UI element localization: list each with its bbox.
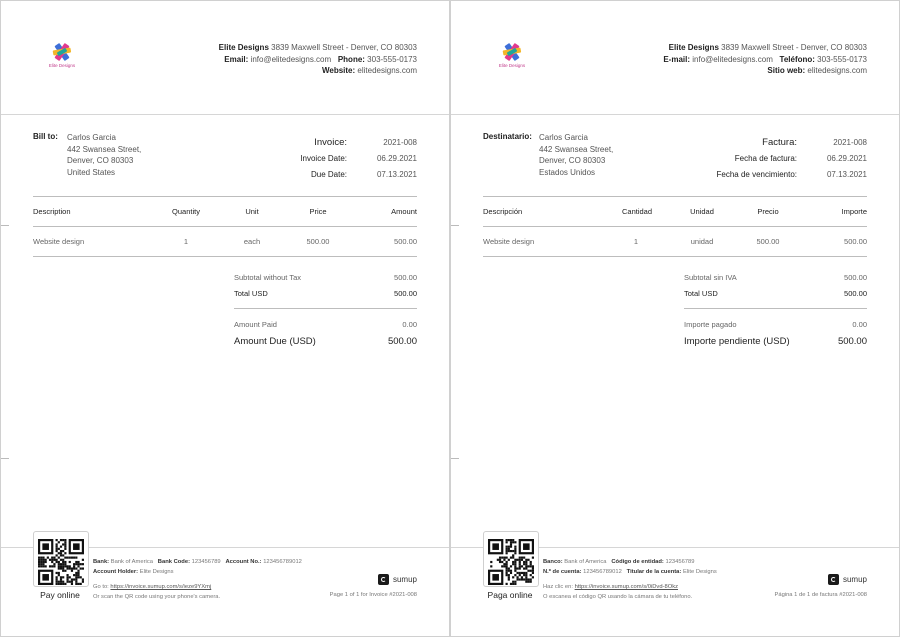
sumup-brand: sumup bbox=[842, 574, 867, 584]
customer-city: Denver, CO 80303 bbox=[539, 156, 606, 165]
pay-online-label[interactable]: Paga online bbox=[487, 590, 533, 600]
column-unit: Unidad bbox=[690, 207, 714, 216]
account-no-label: Account No.: bbox=[225, 559, 262, 565]
phone-label: Teléfono: bbox=[779, 54, 815, 64]
bill-to-label: Bill to: bbox=[33, 132, 58, 141]
sumup-icon bbox=[378, 574, 389, 585]
bank-details bbox=[93, 557, 302, 602]
company-address: 3839 Maxwell Street - Denver, CO 80303 bbox=[721, 43, 867, 52]
invoice-meta bbox=[187, 134, 417, 182]
customer-name: Carlos Garcia bbox=[67, 133, 116, 142]
customer-country: Estados Unidos bbox=[539, 167, 596, 177]
bank-name: Bank of America bbox=[564, 559, 607, 565]
amount-due-label: Amount Due (USD) bbox=[234, 335, 316, 347]
goto-label: Go to: bbox=[93, 584, 109, 590]
total-value: 500.00 bbox=[394, 288, 417, 298]
company-phone: 303-555-0173 bbox=[817, 54, 867, 64]
account-number: 123456789012 bbox=[583, 569, 622, 575]
fold-mark bbox=[1, 458, 9, 459]
invoice-number-label: Factura: bbox=[762, 136, 797, 148]
customer-street: 442 Swansea Street, bbox=[539, 144, 614, 154]
logo-mark-icon bbox=[45, 41, 79, 63]
scan-instruction: Or scan the QR code using your phone's camera. bbox=[93, 594, 221, 600]
table-header bbox=[33, 197, 417, 226]
sumup-icon bbox=[828, 574, 839, 585]
scan-instruction: O escanea el código QR usando la cámara de tu teléfono. bbox=[543, 594, 693, 600]
due-date-label: Due Date: bbox=[310, 169, 347, 179]
sumup-logo bbox=[378, 573, 417, 585]
payment-link[interactable]: https://invoice.sumup.com/s/0iDvd-8Okz bbox=[574, 584, 679, 590]
company-address: 3839 Maxwell Street - Denver, CO 80303 bbox=[271, 43, 417, 52]
email-label: Email: bbox=[224, 54, 249, 64]
customer-street: 442 Swansea Street, bbox=[67, 144, 142, 154]
logo-text: Elite Designs bbox=[48, 63, 76, 68]
fold-mark bbox=[1, 225, 9, 226]
amount-paid-value: 0.00 bbox=[852, 319, 867, 329]
subtotal-label: Subtotal without Tax bbox=[234, 272, 301, 282]
fold-mark bbox=[451, 458, 459, 459]
table-row bbox=[33, 227, 417, 256]
amount-paid-value: 0.00 bbox=[402, 319, 417, 329]
company-info bbox=[219, 42, 417, 77]
item-quantity: 1 bbox=[183, 237, 189, 246]
invoice-number: 2021-008 bbox=[833, 137, 867, 147]
company-website[interactable]: elitedesigns.com bbox=[357, 66, 417, 75]
item-unit: unidad bbox=[690, 237, 714, 246]
column-price: Price bbox=[309, 207, 327, 216]
company-email[interactable]: info@elitedesigns.com bbox=[250, 54, 332, 64]
invoice-date-label: Fecha de factura: bbox=[734, 153, 797, 163]
amount-due-label: Importe pendiente (USD) bbox=[684, 335, 790, 347]
email-label: E-mail: bbox=[663, 54, 691, 64]
website-label: Sitio web: bbox=[767, 66, 806, 75]
subtotal-value: 500.00 bbox=[844, 272, 867, 282]
company-name: Elite Designs bbox=[218, 43, 269, 52]
page-number: Page 1 of 1 for Invoice #2021-008 bbox=[329, 592, 417, 598]
column-quantity: Cantidad bbox=[622, 207, 653, 216]
account-holder-label: Account Holder: bbox=[93, 569, 139, 575]
bank-code-label: Bank Code: bbox=[157, 559, 191, 565]
column-quantity: Quantity bbox=[172, 207, 200, 216]
item-description: Website design bbox=[33, 237, 85, 246]
due-date-label: Fecha de vencimiento: bbox=[716, 169, 797, 179]
subtotal-label: Subtotal sin IVA bbox=[684, 272, 737, 282]
phone-label: Phone: bbox=[337, 54, 365, 64]
customer-name: Carlos Garcia bbox=[539, 133, 588, 142]
company-logo bbox=[45, 41, 85, 71]
bill-to-address bbox=[67, 132, 141, 178]
account-holder: Elite Designs bbox=[139, 569, 174, 575]
amount-paid-label: Amount Paid bbox=[234, 319, 277, 329]
payment-qr-code[interactable] bbox=[483, 531, 539, 587]
logo-text: Elite Designs bbox=[498, 63, 526, 68]
total-label: Total USD bbox=[234, 288, 268, 298]
sumup-brand: sumup bbox=[392, 574, 417, 584]
totals-block bbox=[234, 269, 417, 350]
item-amount: 500.00 bbox=[844, 237, 867, 246]
pay-online-label[interactable]: Pay online bbox=[40, 590, 80, 600]
invoice-date: 06.29.2021 bbox=[376, 153, 417, 163]
column-price: Precio bbox=[757, 207, 779, 216]
column-amount: Amount bbox=[391, 207, 417, 216]
invoice-number-label: Invoice: bbox=[314, 136, 347, 148]
sumup-logo bbox=[828, 573, 867, 585]
customer-city: Denver, CO 80303 bbox=[67, 156, 134, 165]
column-description: Description bbox=[33, 207, 71, 216]
fold-mark bbox=[451, 225, 459, 226]
column-amount: Importe bbox=[841, 207, 867, 216]
invoice-page-spanish bbox=[450, 0, 900, 637]
bank-code-label: Código de entidad: bbox=[611, 559, 664, 565]
line-items-table bbox=[483, 196, 867, 257]
goto-label: Haz clic en: bbox=[543, 584, 573, 590]
bank-name: Bank of America bbox=[110, 559, 153, 565]
account-no-label: N.º de cuenta: bbox=[543, 569, 582, 575]
company-name: Elite Designs bbox=[668, 43, 719, 52]
table-row bbox=[483, 227, 867, 256]
logo-mark-icon bbox=[495, 41, 529, 63]
column-unit: Unit bbox=[245, 207, 259, 216]
header-divider bbox=[451, 114, 899, 115]
bank-label: Banco: bbox=[543, 559, 563, 565]
due-date: 07.13.2021 bbox=[826, 169, 867, 179]
invoice-date-label: Invoice Date: bbox=[300, 153, 347, 163]
line-items-table bbox=[33, 196, 417, 257]
subtotal-value: 500.00 bbox=[394, 272, 417, 282]
payment-link[interactable]: https://invoice.sumup.com/s/ieze9YXmj bbox=[110, 584, 212, 590]
company-logo bbox=[495, 41, 535, 71]
account-holder-label: Titular de la cuenta: bbox=[626, 569, 682, 575]
customer-country: United States bbox=[67, 167, 116, 177]
bank-label: Bank: bbox=[93, 559, 110, 565]
invoice-date: 06.29.2021 bbox=[826, 153, 867, 163]
company-email[interactable]: info@elitedesigns.com bbox=[692, 54, 773, 64]
totals-block bbox=[684, 269, 867, 350]
total-label: Total USD bbox=[684, 288, 718, 298]
company-info bbox=[663, 42, 867, 77]
header-divider bbox=[1, 114, 449, 115]
bank-code: 123456789 bbox=[191, 559, 221, 565]
payment-qr-code[interactable] bbox=[33, 531, 89, 587]
invoice-number: 2021-008 bbox=[383, 137, 417, 147]
qr-code-icon bbox=[38, 539, 84, 585]
company-website[interactable]: elitedesigns.com bbox=[807, 66, 867, 75]
bill-to-label: Destinatario: bbox=[483, 132, 532, 141]
column-description: Descripción bbox=[483, 207, 523, 216]
page-number: Página 1 de 1 de factura #2021-008 bbox=[774, 592, 867, 598]
bill-to-address bbox=[539, 132, 613, 178]
due-date: 07.13.2021 bbox=[376, 169, 417, 179]
item-quantity: 1 bbox=[633, 237, 639, 246]
table-header bbox=[483, 197, 867, 226]
company-phone: 303-555-0173 bbox=[367, 54, 417, 64]
bank-code: 123456789 bbox=[665, 559, 695, 565]
item-description: Website design bbox=[483, 237, 535, 246]
qr-code-icon bbox=[488, 539, 534, 585]
item-amount: 500.00 bbox=[394, 237, 417, 246]
invoice-meta bbox=[637, 134, 867, 182]
item-unit: each bbox=[243, 237, 261, 246]
bank-details bbox=[543, 557, 717, 602]
item-price: 500.00 bbox=[756, 237, 780, 246]
amount-due-value: 500.00 bbox=[387, 335, 417, 347]
amount-paid-label: Importe pagado bbox=[684, 319, 737, 329]
website-label: Website: bbox=[321, 66, 356, 75]
amount-due-value: 500.00 bbox=[837, 335, 867, 347]
item-price: 500.00 bbox=[306, 237, 330, 246]
account-holder: Elite Designs bbox=[682, 569, 717, 575]
account-number: 123456789012 bbox=[263, 559, 302, 565]
total-value: 500.00 bbox=[844, 288, 867, 298]
